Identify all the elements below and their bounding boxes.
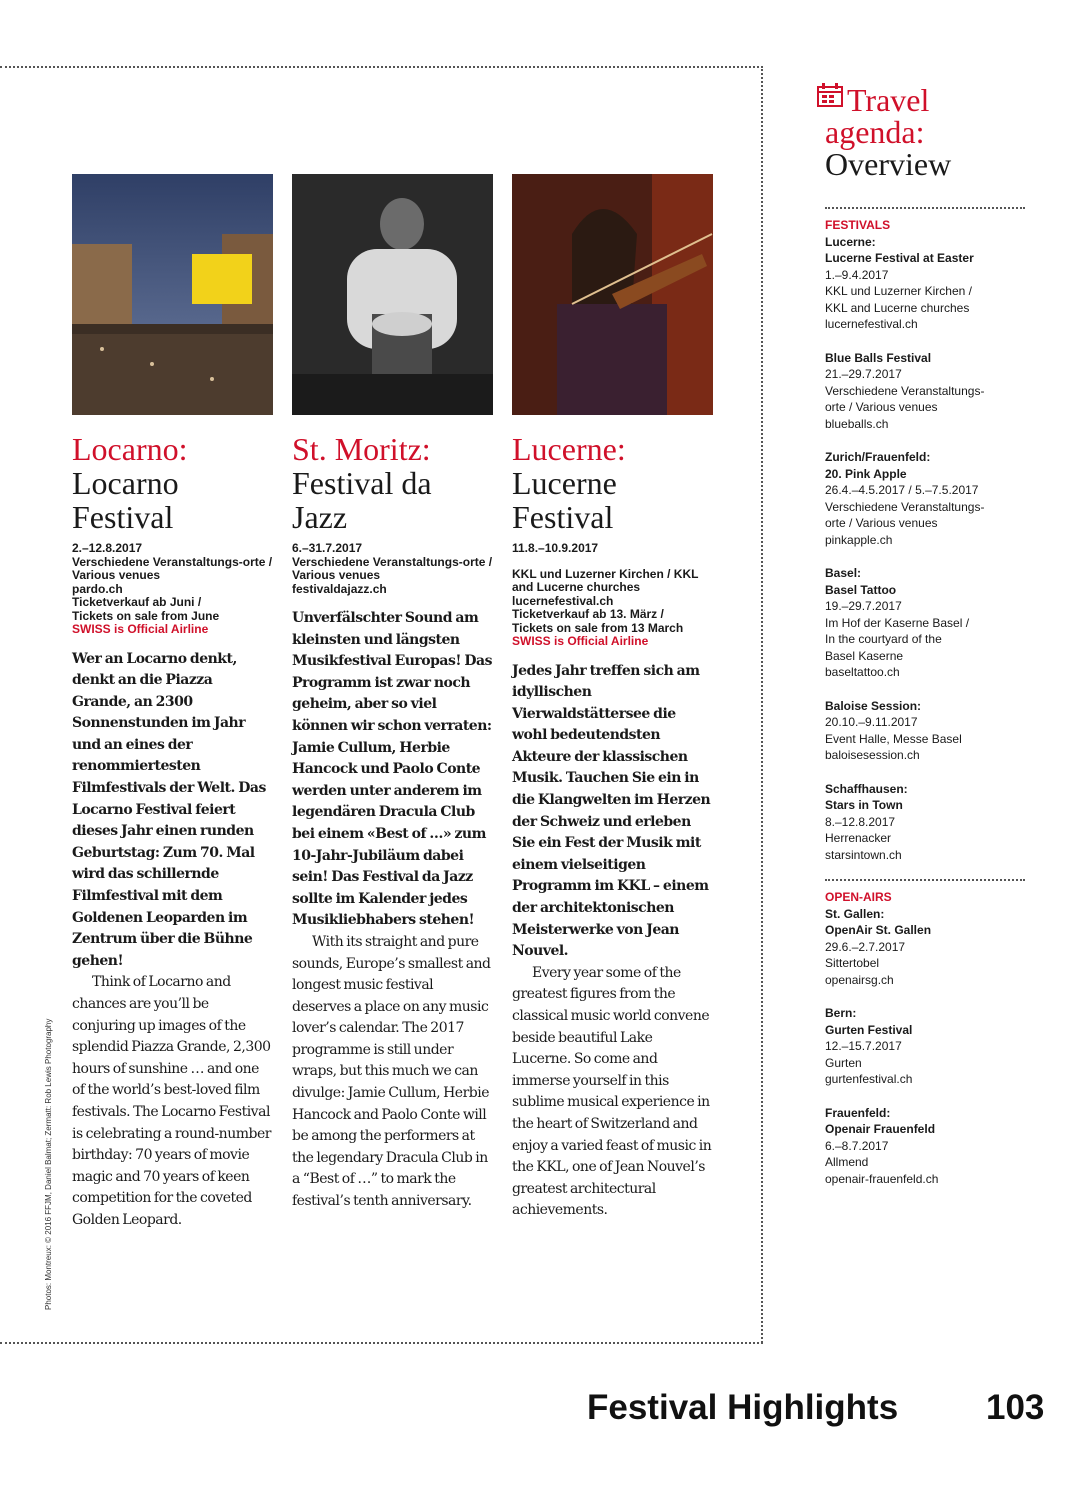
agenda-entry-detail: In the courtyard of the [825, 632, 942, 646]
agenda-entry-detail: Allmend [825, 1155, 869, 1169]
agenda-entry [825, 1105, 1030, 1188]
lucerne-dates: 11.8.–10.9.2017 [512, 541, 599, 555]
agenda-entry-detail: 26.4.–4.5.2017 / 5.–7.5.2017 [825, 483, 979, 497]
agenda-entry-url[interactable]: openair-frauenfeld.ch [825, 1171, 939, 1186]
agenda-title-line1: Travel [847, 82, 930, 118]
agenda-entry-url[interactable]: baseltattoo.ch [825, 665, 900, 679]
agenda-entry-detail: Im Hof der Kaserne Basel / [825, 615, 970, 630]
agenda-entry-detail: Verschiedene Veranstaltungs- [825, 499, 985, 514]
agenda-entry-event: Openair Frauenfeld [825, 1122, 936, 1136]
agenda-entry-url[interactable]: pinkapple.ch [825, 532, 893, 547]
lucerne-lead-de: Jedes Jahr treffen sich am idyllischen Vierwaldstättersee die wohl bedeutendsten Akteure der klassischen Musik. Tauchen Sie ein in die Klangwelten im Herzen der Schweiz und erleben Sie ein Fest der Musik mit einem vielseitigen Programm im KKL – einem der architektonischen Meisterwerke von Jean Nouvel. [512, 662, 711, 960]
lucerne-meta [512, 542, 713, 649]
agenda-entry-title: Lucerne: [825, 234, 876, 249]
column-divider [761, 66, 763, 1343]
agenda-entry-event: Gurten Festival [825, 1022, 913, 1037]
agenda-entry [825, 906, 1030, 989]
agenda-title-line3: Overview [825, 146, 952, 182]
openairs-list [825, 889, 1030, 1204]
agenda-entry [825, 565, 1030, 681]
agenda-entry-detail: 21.–29.7.2017 [825, 367, 902, 381]
agenda-entry-detail: 29.6.–2.7.2017 [825, 939, 906, 954]
agenda-entry-detail: 12.–15.7.2017 [825, 1039, 902, 1053]
page-number: 103 [986, 1388, 1045, 1427]
agenda-entry [825, 781, 1030, 864]
st-moritz-city: St. Moritz: [292, 431, 431, 467]
st-moritz-meta [292, 542, 493, 596]
agenda-divider-2 [825, 879, 1025, 881]
top-divider [0, 66, 763, 68]
locarno-city: Locarno: [72, 431, 188, 467]
agenda-entry-detail: Verschiedene Veranstaltungs- [825, 383, 985, 398]
agenda-entry-detail: orte / Various venues [825, 400, 938, 414]
agenda-entry-title: Bern: [825, 1006, 857, 1020]
agenda-entry-detail: 19.–29.7.2017 [825, 599, 902, 613]
locarno-airline: SWISS is Official Airline [72, 622, 209, 636]
agenda-entry-detail: KKL and Lucerne churches [825, 300, 970, 315]
locarno-url[interactable]: pardo.ch [72, 581, 123, 596]
lucerne-city: Lucerne: [512, 431, 626, 467]
locarno-photo [72, 174, 273, 415]
agenda-entry [825, 350, 1030, 433]
locarno-article [72, 432, 273, 1232]
st-moritz-url[interactable]: festivaldajazz.ch [292, 581, 387, 596]
lucerne-body-en: Every year some of the greatest figures from the classical music world convene beside beautiful Lake Lucerne. So come and immerse yourself in this sublime musical experience in the heart of Switzerland and enjoy a varied feast of music in the KKL, one of Jean Nouvel’s greatest architectural achievements. [512, 964, 712, 1219]
festivals-list [825, 217, 1030, 880]
agenda-entry-detail: 6.–8.7.2017 [825, 1138, 889, 1153]
agenda-entry-title: Blue Balls Festival [825, 350, 932, 365]
agenda-entry-detail: orte / Various venues [825, 516, 938, 530]
agenda-title-line2: agenda: [825, 114, 925, 150]
locarno-meta [72, 542, 273, 637]
agenda-entry-detail: 8.–12.8.2017 [825, 814, 896, 829]
lucerne-photo [512, 174, 713, 415]
lucerne-article [512, 432, 713, 1222]
agenda-entry-url[interactable]: lucernefestival.ch [825, 317, 918, 331]
locarno-dates: 2.–12.8.2017 [72, 541, 143, 555]
agenda-entry-title: Zurich/Frauenfeld: [825, 450, 931, 464]
agenda-entry-detail: Gurten [825, 1055, 862, 1070]
agenda-entry-title: Basel: [825, 566, 862, 580]
lucerne-venue: KKL und Luzerner Kirchen / KKL and Lucerne churches [512, 566, 699, 594]
agenda-entry-title: St. Gallen: [825, 906, 885, 921]
locarno-venue: Verschiedene Veranstaltungs-orte / Various venues [72, 554, 273, 582]
agenda-entry-title: Baloise Session: [825, 698, 922, 713]
agenda-entry-detail: Herrenacker [825, 831, 892, 845]
st-moritz-venue: Verschiedene Veranstaltungs-orte / Various venues [292, 554, 493, 582]
agenda-title [825, 84, 951, 180]
agenda-entry-url[interactable]: starsintown.ch [825, 847, 902, 862]
agenda-entry-url[interactable]: gurtenfestival.ch [825, 1072, 913, 1086]
locarno-tickets-de: Ticketverkauf ab Juni / [72, 595, 202, 609]
agenda-entry-url[interactable]: blueballs.ch [825, 416, 889, 431]
agenda-entry-detail: 1.–9.4.2017 [825, 267, 889, 282]
agenda-entry-event: 20. Pink Apple [825, 466, 907, 481]
st-moritz-body-en: With its straight and pure sounds, Europe’s smallest and longest music festival deserves a place on any music lover’s calendar. The 2017 programme is still under wraps, but this much we can divulge: Jamie Cullum, Herbie Hancock and Paolo Conte will be among the performers at the legendary Dracula Club in a “Best of …” to mark the festival’s tenth anniversary. [292, 933, 491, 1210]
agenda-entry-url[interactable]: baloisesession.ch [825, 748, 920, 762]
locarno-body-en: Think of Locarno and chances are you’ll be conjuring up images of the splendid Piazza Grande, 2,300 hours of sunshine … and one of the world’s best-loved film festivals. The Locarno Festival is celebrating a round-number birthday: 70 years of movie magic and 70 years of keen competition for the coveted Golden Leopard. [72, 974, 271, 1228]
agenda-entry-event: Lucerne Festival at Easter [825, 251, 974, 265]
locarno-lead-de: Wer an Locarno denkt, denkt an die Piazza Grande, an 2300 Sonnenstunden im Jahr und an eines der renommiertesten Filmfestivals der Welt. Das Locarno Festival feiert dieses Jahr einen runden Geburtstag: Zum 70. Mal wird das schillernde Filmfestival mit dem Goldenen Leoparden im Zentrum über die Bühne gehen! [72, 650, 266, 969]
section-title: Festival Highlights [587, 1388, 899, 1427]
agenda-entry [825, 449, 1030, 548]
photo-credit: Photos: Montreux: © 2016 FFJM, Daniel Balmat; Zermatt: Rob Lewis Photography [44, 1018, 53, 1310]
locarno-festival-name: Locarno Festival [72, 465, 179, 535]
lucerne-url[interactable]: lucernefestival.ch [512, 593, 614, 608]
st-moritz-lead-de: Unverfälschter Sound am kleinsten und längsten Musikfestival Europas! Das Programm ist zwar noch geheim, aber so viel können wir schon verraten: Jamie Cullum, Herbie Hancock und Paolo Conte werden unter anderem im legendären Dracula Club bei einem «Best of …» zum 10-Jahr-Jubiläum dabei sein! Das Festival da Jazz sollte im Kalender jedes Musikliebhabers stehen! [292, 610, 492, 929]
bottom-divider [0, 1342, 763, 1344]
agenda-entry-detail: Sittertobel [825, 956, 880, 970]
agenda-entry-detail: Basel Kaserne [825, 648, 904, 663]
agenda-entry-title: Schaffhausen: [825, 781, 908, 796]
agenda-entry-event: OpenAir St. Gallen [825, 923, 932, 937]
agenda-entry-detail: Event Halle, Messe Basel [825, 731, 962, 746]
st-moritz-festival-name: Festival da Jazz [292, 465, 432, 535]
agenda-entry-url[interactable]: openairsg.ch [825, 972, 894, 987]
st-moritz-article [292, 432, 493, 1213]
st-moritz-dates: 6.–31.7.2017 [292, 541, 363, 555]
agenda-entry [825, 234, 1030, 333]
festivals-label: FESTIVALS [825, 218, 891, 232]
agenda-entry-title: Frauenfeld: [825, 1105, 891, 1120]
lucerne-festival-name: Lucerne Festival [512, 465, 617, 535]
openairs-label: OPEN-AIRS [825, 890, 892, 904]
lucerne-airline: SWISS is Official Airline [512, 634, 649, 648]
agenda-divider-1 [825, 207, 1025, 209]
locarno-tickets-en: Tickets on sale from June [72, 608, 220, 623]
lucerne-tickets-en: Tickets on sale from 13 March [512, 620, 684, 635]
st-moritz-photo [292, 174, 493, 415]
agenda-entry [825, 1005, 1030, 1088]
lucerne-tickets-de: Ticketverkauf ab 13. März / [512, 607, 664, 621]
agenda-entry-event: Stars in Town [825, 798, 903, 812]
agenda-entry-event: Basel Tattoo [825, 582, 897, 597]
agenda-entry [825, 698, 1030, 764]
agenda-entry-detail: KKL und Luzerner Kirchen / [825, 284, 972, 298]
agenda-entry-detail: 20.10.–9.11.2017 [825, 715, 918, 729]
